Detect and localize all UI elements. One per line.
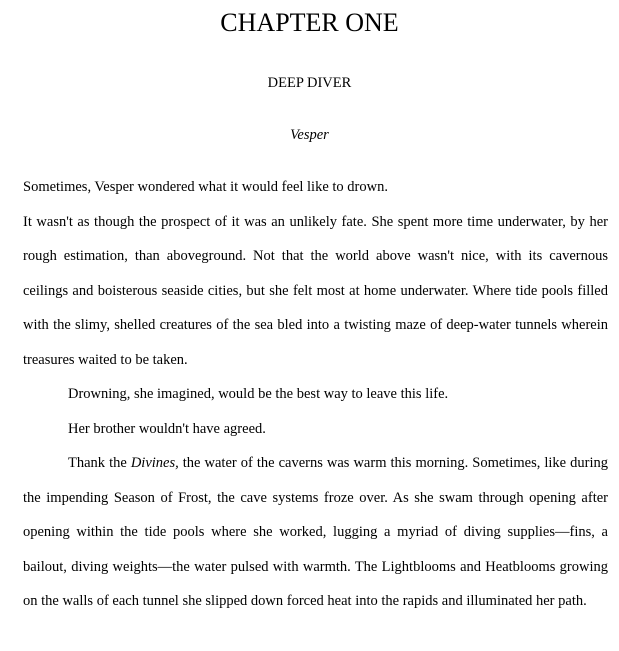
- paragraph-3: Drowning, she imagined, would be the best way to leave this life.: [68, 386, 449, 402]
- pov-character-name: Vesper: [290, 127, 329, 143]
- paragraph-5-rest: the water of the caverns was warm this morning. Sometimes, like during the impending Season of Frost, the cave systems froze over. As she swam through opening after opening within the tide pools where she worked, lugging a myriad of diving supplies—fins, a bailout, diving weights—the water pulsed with warmth. The Lightblooms and Heatblooms growing on the walls of each tunnel she slipped down forced heat into the rapids and illuminated her path.: [23, 455, 608, 609]
- paragraph-4: Her brother wouldn't have agreed.: [68, 420, 266, 437]
- paragraph-5: [23, 446, 608, 619]
- paragraph-1: Sometimes, Vesper wondered what it would feel like to drown.: [23, 179, 388, 195]
- chapter-title: CHAPTER ONE: [220, 8, 399, 37]
- paragraph-5-lead: Thank the: [68, 455, 131, 471]
- paragraph-5-emphasis: Divines,: [130, 455, 179, 471]
- paragraph-2: It wasn't as though the prospect of it was an unlikely fate. She spent more time underwater, by her rough estimation, than aboveground. Not that the world above wasn't nice, with its cavernous ceilings and boisterous seaside cities, but she felt most at home underwater. Where tide pools filled with the slimy, shelled creatures of the sea bled into a twisting maze of deep-water tunnels wherein treasures waited to be taken.: [23, 213, 608, 368]
- chapter-body: [23, 170, 608, 619]
- chapter-subtitle: DEEP DIVER: [267, 75, 352, 91]
